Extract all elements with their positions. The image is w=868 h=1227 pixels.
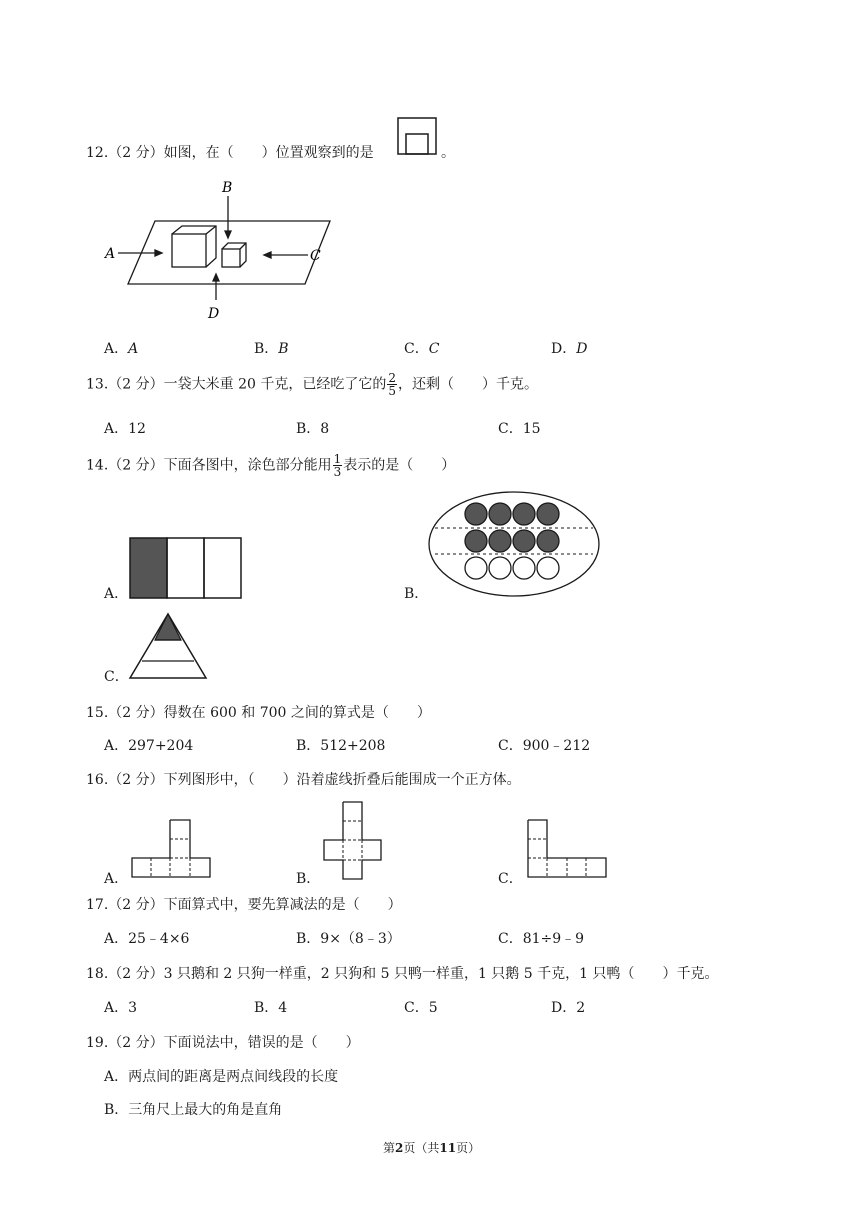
q12-stem: 12.（2 分）如图，在（ ）位置观察到的是 — [86, 145, 374, 161]
q17-option-c[interactable]: C．81÷9﹣9 — [498, 931, 585, 947]
q19-option-a[interactable]: A．两点间的距离是两点间线段的长度 — [104, 1069, 339, 1085]
page-footer: 第2页（共11页） — [383, 1141, 481, 1155]
q19-stem: 19.（2 分）下面说法中，错误的是（ ） — [86, 1035, 360, 1051]
q18-stem: 18.（2 分）3 只鹅和 2 只狗一样重，2 只狗和 5 只鸭一样重，1 只鹅 5 千克，1 只鸭（ ）千克。 — [86, 966, 719, 982]
q14-figure-b — [427, 490, 603, 600]
q12-option-b[interactable]: B．B — [254, 341, 289, 357]
label-C: C — [310, 248, 321, 264]
q15-option-a[interactable]: A．297+204 — [104, 738, 194, 754]
q14-figure-c — [128, 612, 208, 682]
fraction: $\frac{1}{3}$ — [333, 452, 342, 479]
q12-option-d[interactable]: D．D — [551, 341, 588, 357]
q14-stem: 14.（2 分）下面各图中，涂色部分能用 $\frac{1}{3}$ 表示的是（ ） — [86, 452, 456, 479]
q14-figure-a — [128, 536, 244, 600]
q19-option-b[interactable]: B．三角尺上最大的角是直角 — [104, 1102, 283, 1118]
q12-tail: 。 — [441, 145, 455, 161]
q16-option-b[interactable]: B． — [296, 871, 321, 887]
q15-stem: 15.（2 分）得数在 600 和 700 之间的算式是（ ） — [86, 705, 431, 721]
q18-option-b[interactable]: B．4 — [254, 1000, 288, 1016]
q13-stem: 13.（2 分）一袋大米重 20 千克，已经吃了它的 $\frac{2}{5}$ ，还剩（ ）千克。 — [86, 371, 538, 398]
q17-option-b[interactable]: B．9×（8﹣3） — [296, 931, 401, 947]
label-A: A — [105, 246, 116, 262]
q16-stem: 16.（2 分）下列图形中，（ ）沿着虚线折叠后能围成一个正方体。 — [86, 772, 521, 788]
q14-option-c[interactable]: C． — [104, 669, 129, 685]
q14-option-b[interactable]: B． — [404, 586, 429, 602]
q13-option-c[interactable]: C．15 — [498, 421, 541, 437]
q15-option-c[interactable]: C．900﹣212 — [498, 738, 591, 754]
q14-option-a[interactable]: A． — [104, 586, 129, 602]
q16-net-a — [130, 818, 214, 880]
q18-option-c[interactable]: C．5 — [404, 1000, 438, 1016]
q13-option-a[interactable]: A．12 — [104, 421, 146, 437]
q15-option-b[interactable]: B．512+208 — [296, 738, 386, 754]
fraction: $\frac{2}{5}$ — [388, 371, 396, 398]
q12-option-c[interactable]: C．C — [404, 341, 440, 357]
q17-stem: 17.（2 分）下面算式中，要先算减法的是（ ） — [86, 897, 402, 913]
q17-option-a[interactable]: A．25﹣4×6 — [104, 931, 190, 947]
q12-figure — [100, 176, 340, 326]
label-B: B — [222, 180, 233, 196]
q18-option-a[interactable]: A．3 — [104, 1000, 138, 1016]
q13-option-b[interactable]: B．8 — [296, 421, 330, 437]
q12-option-a[interactable]: A．A — [104, 341, 139, 357]
label-D: D — [208, 306, 220, 322]
q16-net-b — [322, 800, 400, 882]
q16-option-c[interactable]: C． — [498, 871, 523, 887]
q16-option-a[interactable]: A． — [104, 871, 129, 887]
q16-net-c — [526, 818, 610, 880]
front-view-icon — [396, 116, 440, 156]
q18-option-d[interactable]: D．2 — [551, 1000, 586, 1016]
